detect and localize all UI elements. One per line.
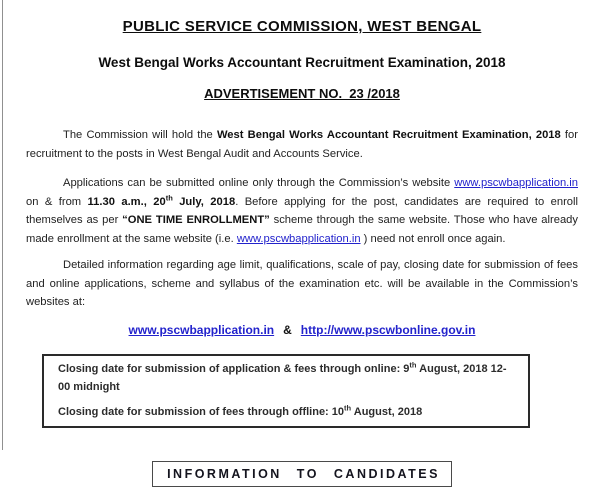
websites-line [26, 322, 578, 338]
para2-text-5: ) need not enroll once again. [360, 232, 506, 245]
closing-date-online-line [58, 360, 514, 396]
closing-offline-text: Closing date for submission of fees through offline: 10 [58, 405, 345, 418]
closing-offline-date: August, 2018 [351, 405, 423, 418]
para2-start-date-bold: July, 2018 [172, 195, 236, 208]
para2-text-1: Applications can be submitted online only through the Commission’s website [63, 177, 455, 189]
para1-text-1: The Commission will hold the [63, 129, 217, 141]
closing-dates-box [42, 354, 530, 428]
para2-text-3: . Before applying for the post, candidates are required to enroll themselves as per [26, 195, 578, 226]
pscwb-application-link-2[interactable]: www.pscwbapplication.in [236, 232, 361, 245]
para1-exam-name-bold: West Bengal Works Accountant Recruitment Examination, 2018 [216, 129, 561, 141]
application-paragraph [26, 174, 578, 248]
intro-paragraph [26, 126, 578, 163]
advertisement-number: ADVERTISEMENT NO. 23 /2018 [204, 86, 400, 101]
para2-one-time-enrollment-bold: “ONE TIME ENROLLMENT” [122, 214, 270, 226]
commission-title: PUBLIC SERVICE COMMISSION, WEST BENGAL [122, 18, 482, 35]
examination-title: West Bengal Works Accountant Recruitment Examination, 2018 [98, 55, 506, 70]
pscwb-application-footer-link[interactable]: www.pscwbapplication.in [128, 322, 275, 337]
information-to-candidates-button[interactable]: INFORMATION TO CANDIDATES [152, 461, 452, 487]
pscwb-online-link[interactable]: http://www.pscwbonline.gov.in [300, 322, 476, 337]
para1-text-2: for recruitment to the posts in West Bengal Audit and Accounts Service. [26, 129, 578, 160]
closing-date-offline-line [58, 403, 514, 421]
para2-text-4: scheme through the same website. Those who have already made enrollment at the same website (i.e. [26, 214, 578, 245]
detailed-info-paragraph: Detailed information regarding age limit, qualifications, scale of pay, closing date for submission of fees and online applications, scheme and syllabus of the examination etc. will be available in the Commission’s websites at: [26, 259, 578, 308]
closing-online-date: August, 2018 12-00 midnight [58, 362, 507, 393]
footer-button-row [26, 461, 578, 487]
ampersand-separator: & [283, 322, 292, 337]
closing-online-text: Closing date for submission of application & fees through online: 9 [58, 362, 410, 375]
para2-ordinal-superscript: th [165, 192, 173, 202]
para2-start-datetime-bold: 11.30 a.m., 20 [87, 195, 166, 208]
para2-text-2: on & from [26, 195, 88, 208]
page-edge-line [2, 0, 3, 450]
closing-online-ordinal: th [409, 359, 417, 369]
pscwb-application-link[interactable]: www.pscwbapplication.in [454, 177, 578, 189]
closing-offline-ordinal: th [344, 402, 352, 412]
